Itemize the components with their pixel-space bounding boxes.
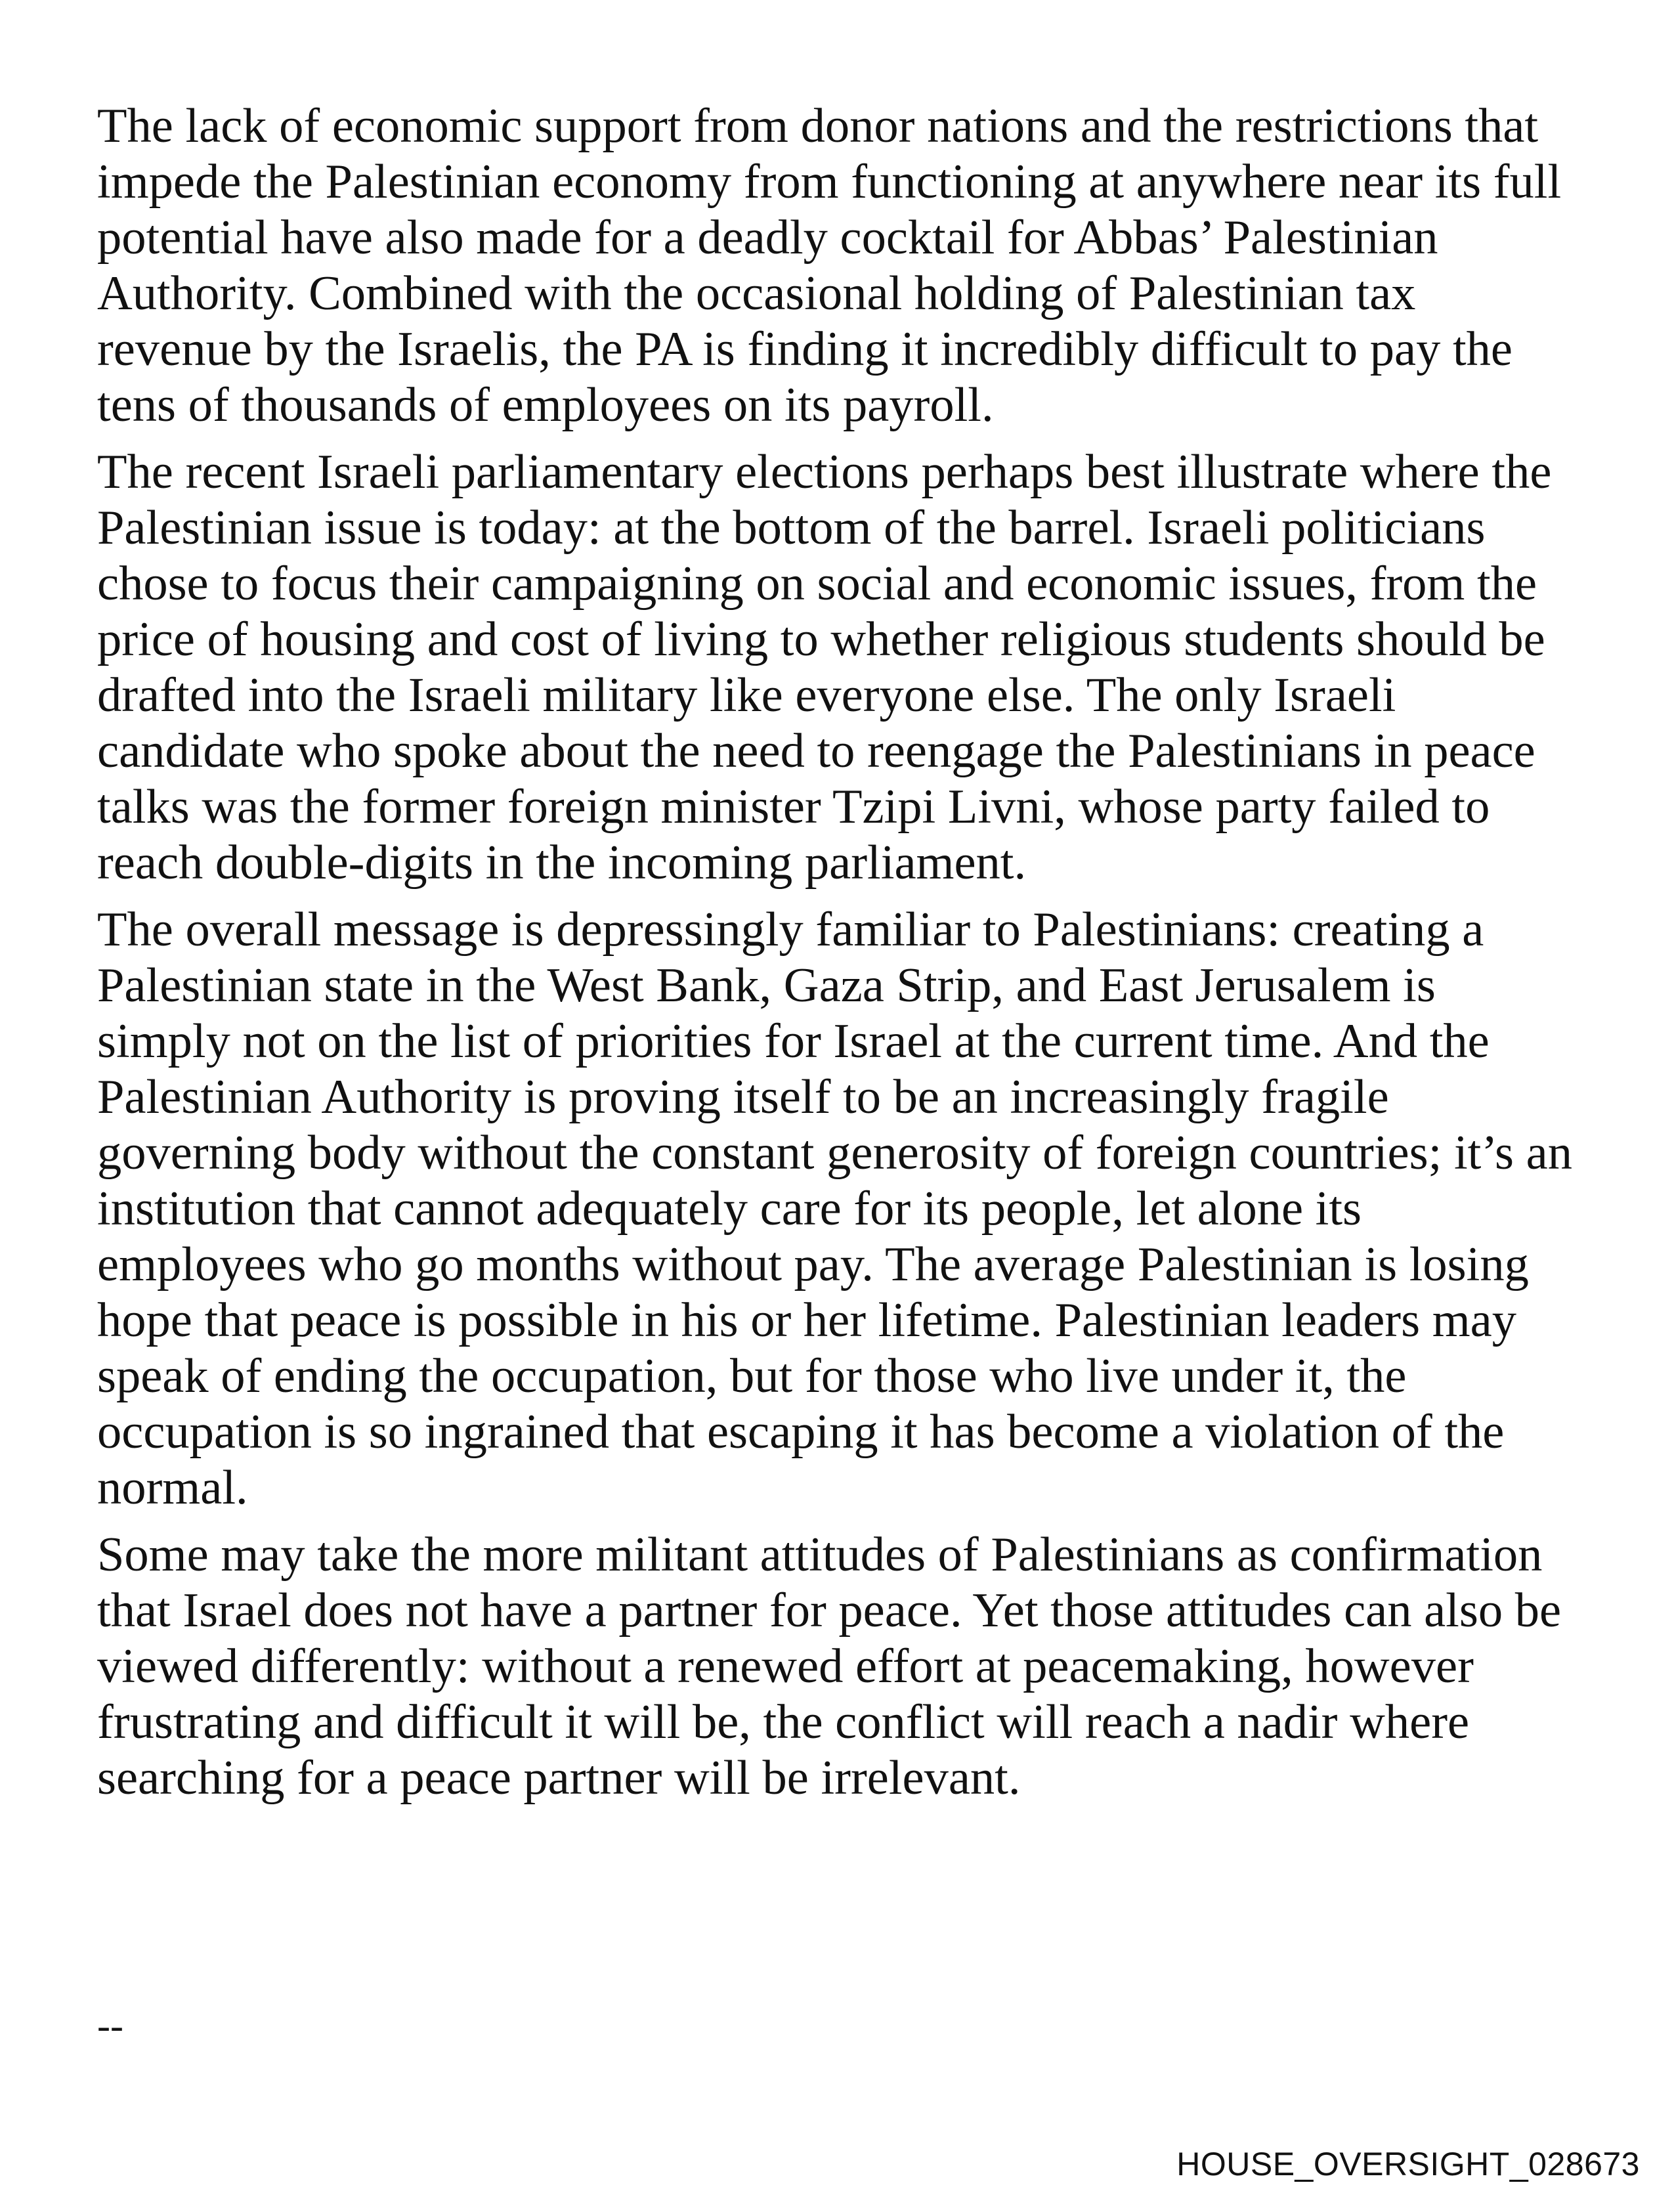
paragraph-israeli-elections: The recent Israeli parliamentary elections perhaps best illustrate where the Palestinian issue is today: at the bottom of the barrel. Israeli politicians chose to focus their campaigning on social and economic issues, from the price of housing and cost of living to whether religious students should be drafted into the Israeli military like everyone else. The only Israeli candidate who spoke about the need to reengage the Palestinians in peace talks was the former foreign minister Tzipi Livni, whose party failed to reach double-digits in the incoming parliament.: [97, 445, 1552, 890]
bates-number: HOUSE_OVERSIGHT_028673: [1176, 2146, 1640, 2182]
paragraph-overall-message: The overall message is depressingly familiar to Palestinians: creating a Palestinian state in the West Bank, Gaza Strip, and East Jerusalem is simply not on the list of priorities for Israel at the current time. And the Palestinian Authority is proving itself to be an increasingly fragile governing body without the constant generosity of foreign countries; it’s an institution that cannot adequately care for its people, let alone its employees who go months without pay. The average Palestinian is losing hope that peace is possible in his or her lifetime. Palestinian leaders may speak of ending the occupation, but for those who live under it, the occupation is so ingrained that escaping it has become a violation of the normal.: [97, 903, 1572, 1515]
paragraph-militant-attitudes: Some may take the more militant attitudes of Palestinians as confirmation that Israel does not have a partner for peace. Yet those attitudes can also be viewed differently: without a renewed effort at peacemaking, however frustrating and difficult it will be, the conflict will reach a nadir where searching for a peace partner will be irrelevant.: [97, 1528, 1562, 1805]
signature-separator: --: [97, 2004, 123, 2047]
article-body: [97, 98, 1581, 1817]
paragraph-economic-support: The lack of economic support from donor nations and the restrictions that impede the Palestinian economy from functioning at anywhere near its full potential have also made for a deadly cocktail for Abbas’ Palestinian Authority. Combined with the occasional holding of Palestinian tax revenue by the Israelis, the PA is finding it incredibly difficult to pay the tens of thousands of employees on its payroll.: [97, 99, 1562, 432]
